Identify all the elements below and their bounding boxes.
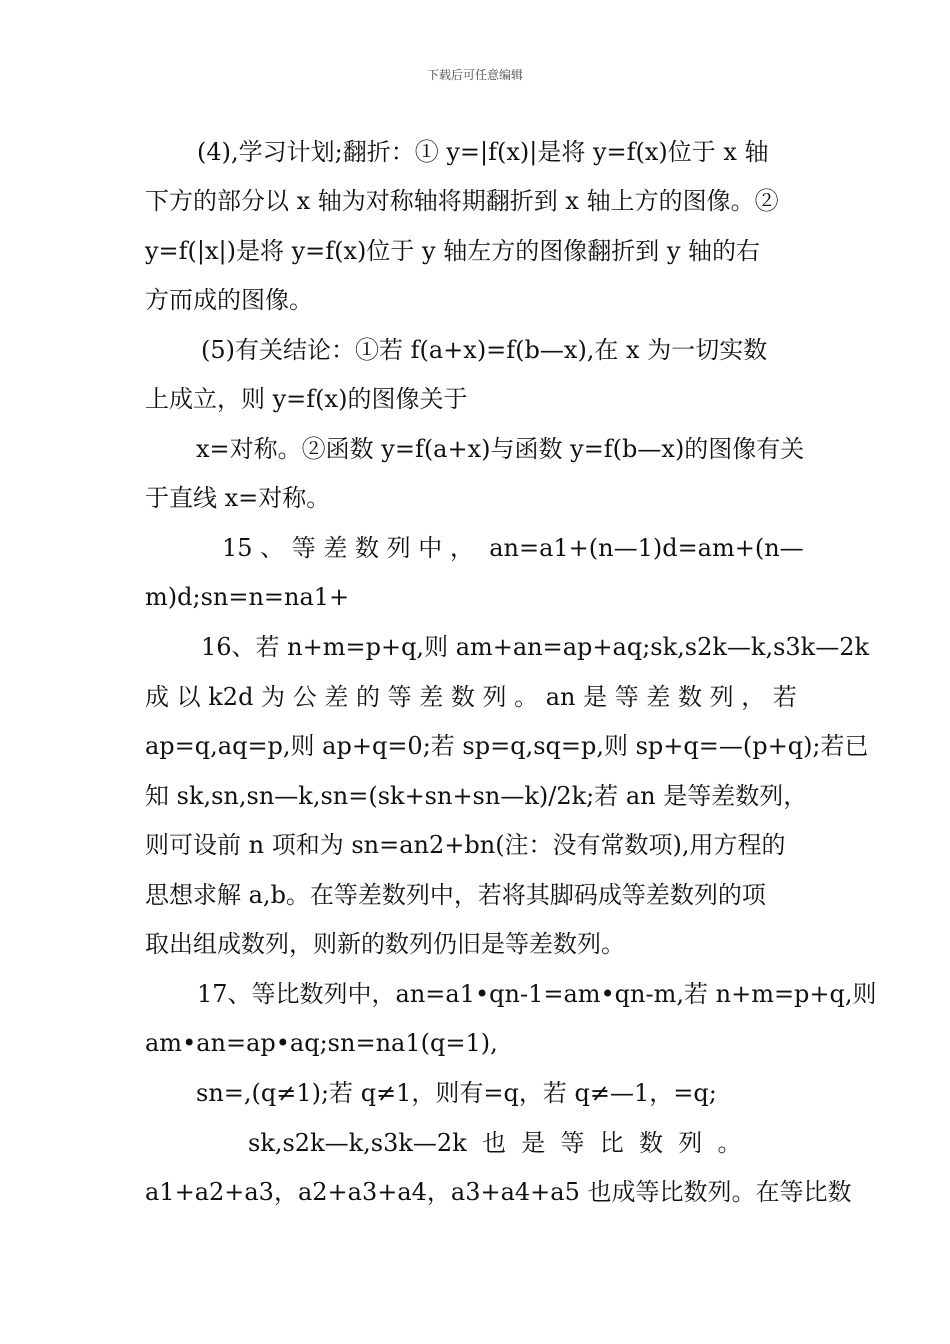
page-header-note: 下载后可任意编辑 [426, 68, 523, 82]
text-line-19: am•an=ap•aq;sn=na1(q=1), [145, 1029, 498, 1057]
text-line-6: 上成立，则 y=f(x)的图像关于 [145, 385, 468, 413]
text-line-8: 于直线 x=对称。 [145, 484, 331, 512]
text-line-4: 方而成的图像。 [145, 286, 313, 314]
text-line-3: y=f(|x|)是将 y=f(x)位于 y 轴左方的图像翻折到 y 轴的右 [145, 237, 761, 265]
text-line-15: 则可设前 n 项和为 sn=an2+bn(注：没有常数项),用方程的 [145, 831, 786, 859]
text-line-5: (5)有关结论：①若 f(a+x)=f(b—x),在 x 为一切实数 [201, 336, 768, 364]
text-line-7: x=对称。②函数 y=f(a+x)与函数 y=f(b—x)的图像有关 [196, 435, 805, 463]
text-line-14: 知 sk,sn,sn—k,sn=(sk+sn+sn—k)/2k;若 an 是等差数列， [145, 782, 808, 810]
text-line-9: 15 、 等 差 数 列 中 ， an=a1+(n—1)d=am+(n— [222, 534, 804, 562]
text-line-1: (4),学习计划;翻折：① y=|f(x)|是将 y=f(x)位于 x 轴 [197, 138, 769, 166]
text-line-16: 思想求解 a,b。在等差数列中，若将其脚码成等差数列的项 [145, 881, 766, 909]
text-line-20: sn=,(q≠1);若 q≠1，则有=q，若 q≠—1，=q; [196, 1079, 717, 1107]
text-line-21: sk,s2k—k,s3k—2k 也 是 等 比 数 列 。 [248, 1129, 742, 1157]
text-line-18: 17、等比数列中，an=a1•qn-1=am•qn-m,若 n+m=p+q,则 [197, 980, 877, 1008]
text-line-22: a1+a2+a3，a2+a3+a4，a3+a4+a5 也成等比数列。在等比数 [145, 1178, 852, 1206]
text-line-12: 成 以 k2d 为 公 差 的 等 差 数 列 。 an 是 等 差 数 列 ， 若 [145, 683, 797, 711]
text-line-2: 下方的部分以 x 轴为对称轴将期翻折到 x 轴上方的图像。② [145, 187, 779, 215]
text-line-13: ap=q,aq=p,则 ap+q=0;若 sp=q,sq=p,则 sp+q=—(p+q);若已 [145, 732, 869, 760]
text-line-17: 取出组成数列，则新的数列仍旧是等差数列。 [145, 930, 625, 958]
text-line-10: m)d;sn=n=na1+ [145, 583, 350, 611]
text-line-11: 16、若 n+m=p+q,则 am+an=ap+aq;sk,s2k—k,s3k—2k [201, 633, 870, 661]
